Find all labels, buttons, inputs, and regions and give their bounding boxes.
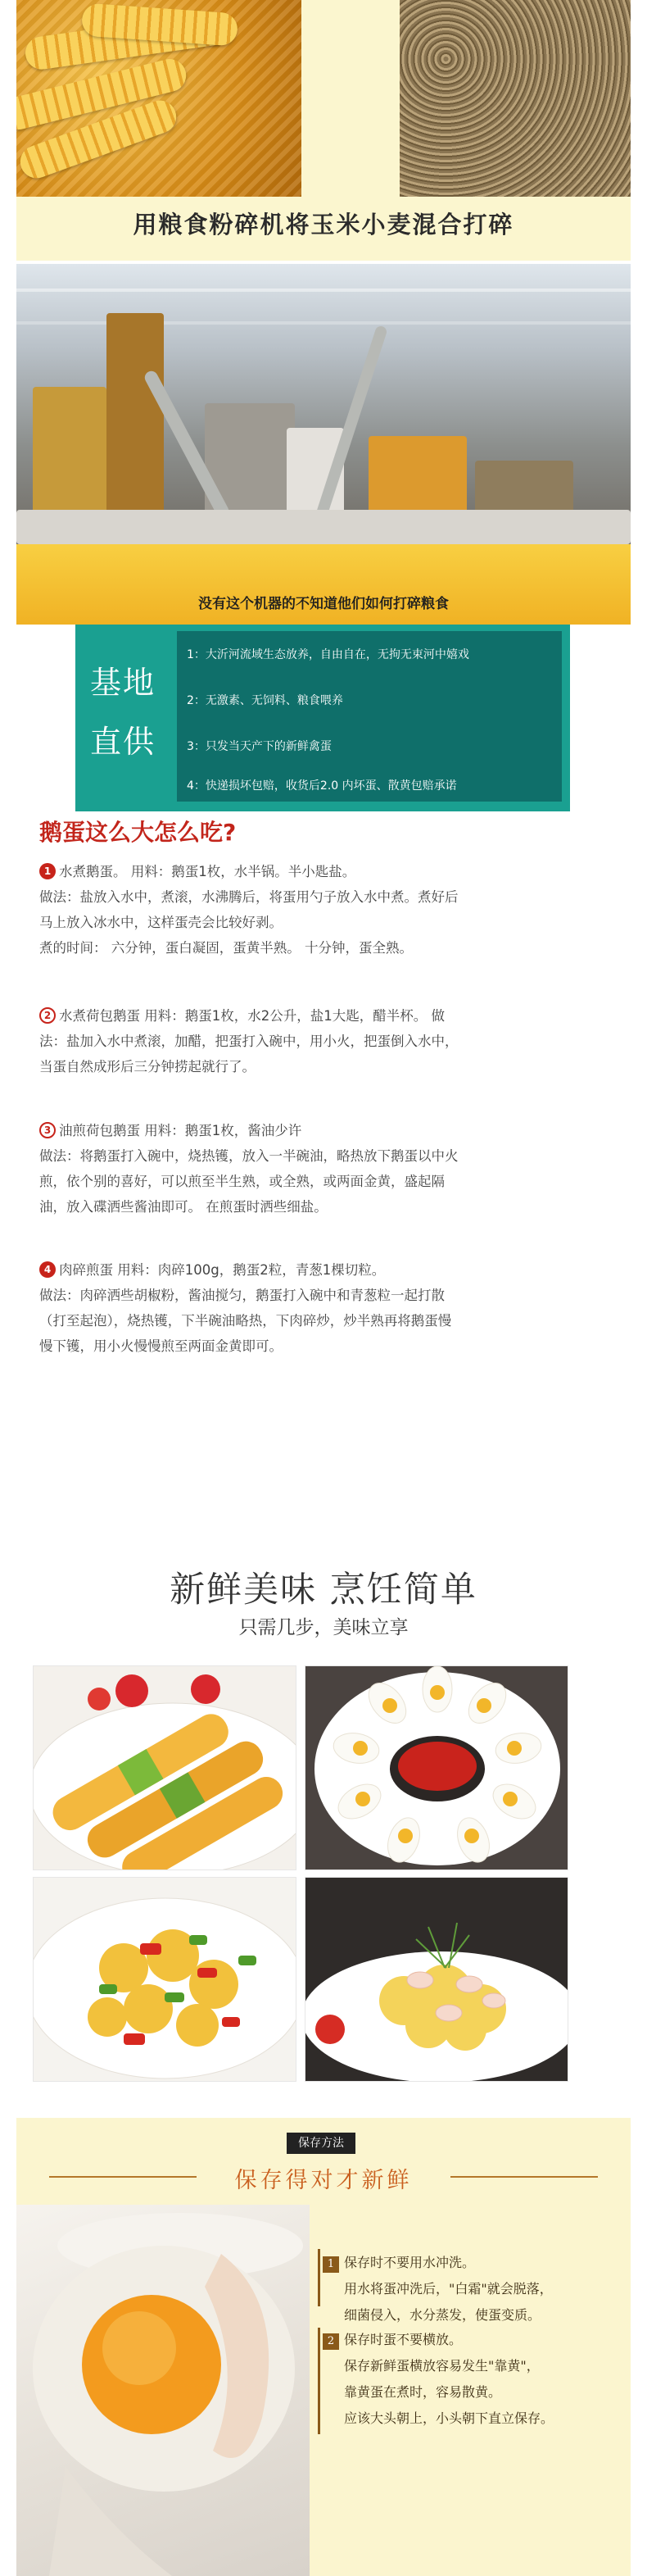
- base-label-line1: 基地: [89, 665, 156, 701]
- tip-2-heading: [323, 2329, 462, 2350]
- recipes-title: 鹅蛋这么大怎么吃?: [39, 819, 237, 846]
- recipe-1: [39, 859, 608, 961]
- list-item: 1：大沂河流域生态放养，自由自在，无拘无束河中嬉戏: [187, 648, 469, 661]
- fresh-subtitle: 只需几步，美味立享: [238, 1617, 409, 1638]
- food-photo-egg-platter: [305, 1665, 568, 1870]
- recipe-text: （打至起泡），烧热镬，下半碗油略热，下肉碎炒，炒半熟再将鹅蛋慢: [39, 1313, 452, 1329]
- tip-text: 靠黄蛋在煮时，容易散黄。: [344, 2384, 502, 2400]
- recipe-text: 慢下镬，用小火慢慢煎至两面金黄即可。: [39, 1338, 283, 1354]
- recipe-text: 法：盐加入水中煮滚，加醋，把蛋打入碗中，用小火，把蛋倒入水中，: [39, 1034, 459, 1049]
- base-supply-box: [75, 625, 570, 811]
- tip-text: 保存新鲜蛋横放容易发生"靠黄"，: [344, 2358, 540, 2374]
- header-section: [16, 0, 631, 261]
- machine-banner: [16, 544, 631, 625]
- recipe-text: 当蛋自然成形后三分钟捞起就行了。: [39, 1059, 256, 1074]
- storage-section: [16, 2118, 631, 2576]
- list-item: 2：无激素、无饲料、粮食喂养: [187, 694, 343, 707]
- corn-photo: [16, 0, 301, 197]
- recipe-text: 做法：肉碎洒些胡椒粉，酱油搅匀，鹅蛋打入碗中和青葱粒一起打散: [39, 1288, 445, 1303]
- tip-bar: [318, 2328, 320, 2434]
- recipe-4: [39, 1257, 608, 1359]
- tip-text: 保存时蛋不要横放。: [344, 2332, 463, 2347]
- tip-text: 细菌侵入，水分蒸发，使蛋变质。: [344, 2307, 541, 2323]
- base-supply-list: [177, 631, 562, 802]
- divider: [450, 2176, 598, 2178]
- banner-text: 没有这个机器的不知道他们如何打碎粮食: [198, 596, 449, 612]
- number-badge: 1: [39, 863, 56, 879]
- factory-photo: [16, 264, 631, 544]
- recipe-text: 油，放入碟洒些酱油即可。 在煎蛋时洒些细盐。: [39, 1199, 328, 1215]
- recipe-heading: 油煎荷包鹅蛋 用料：鹅蛋1枚，酱油少许: [59, 1123, 302, 1138]
- tip-number-1: 1: [323, 2256, 339, 2273]
- recipe-text: 马上放入冰水中，这样蛋壳会比较好剥。: [39, 915, 283, 930]
- recipe-text: 做法：将鹅蛋打入碗中，烧热镬，放入一半碗油，略热放下鹅蛋以中火: [39, 1148, 459, 1164]
- number-badge: 2: [39, 1007, 56, 1024]
- recipe-text: 煮的时间： 六分钟，蛋白凝固，蛋黄半熟。 十分钟，蛋全熟。: [39, 940, 413, 956]
- tip-text: 应该大头朝上，小头朝下直立保存。: [344, 2410, 554, 2426]
- number-badge: 3: [39, 1122, 56, 1138]
- list-item: 3：只发当天产下的新鲜禽蛋: [187, 740, 332, 753]
- recipe-3: [39, 1118, 608, 1220]
- page-title: 用粮食粉碎机将玉米小麦混合打碎: [133, 211, 514, 239]
- food-photo-egg-rolls: [33, 1665, 296, 1870]
- fresh-title: 新鲜美味 烹饪简单: [170, 1570, 477, 1611]
- storage-tag: 保存方法: [287, 2133, 355, 2154]
- tip-1-heading: [323, 2252, 475, 2273]
- tip-number-2: 2: [323, 2333, 339, 2350]
- egg-yolk-photo: [16, 2205, 310, 2576]
- tip-text: 保存时不要用水冲洗。: [344, 2255, 476, 2270]
- food-photo-shrimp-eggs: [305, 1877, 568, 2082]
- wheat-photo: [400, 0, 631, 197]
- tip-bar: [318, 2249, 320, 2306]
- food-photo-scrambled-pepper: [33, 1877, 296, 2082]
- base-label-line2: 直供: [89, 724, 156, 760]
- recipe-heading: 肉碎煎蛋 用料：肉碎100g，鹅蛋2粒，青葱1棵切粒。: [59, 1262, 386, 1278]
- recipe-heading: 水煮荷包鹅蛋 用料：鹅蛋1枚，水2公升，盐1大匙，醋半杯。 做: [59, 1008, 445, 1024]
- number-badge: 4: [39, 1261, 56, 1278]
- recipe-text: 做法：盐放入水中，煮滚，水沸腾后，将蛋用勺子放入水中煮。煮好后: [39, 889, 459, 905]
- list-item: 4：快递损坏包赔，收货后2.0 内坏蛋、散黄包赔承诺: [187, 779, 457, 793]
- recipe-heading: 水煮鹅蛋。 用料：鹅蛋1枚，水半锅。半小匙盐。: [59, 864, 356, 879]
- storage-title: 保存得对才新鲜: [234, 2168, 413, 2193]
- recipe-2: [39, 1003, 608, 1079]
- tip-text: 用水将蛋冲洗后，"白霜"就会脱落，: [344, 2281, 553, 2297]
- base-supply-label: [75, 625, 170, 811]
- recipe-text: 煎，依个别的喜好，可以煎至半生熟，或全熟，或两面金黄，盛起隔: [39, 1174, 445, 1189]
